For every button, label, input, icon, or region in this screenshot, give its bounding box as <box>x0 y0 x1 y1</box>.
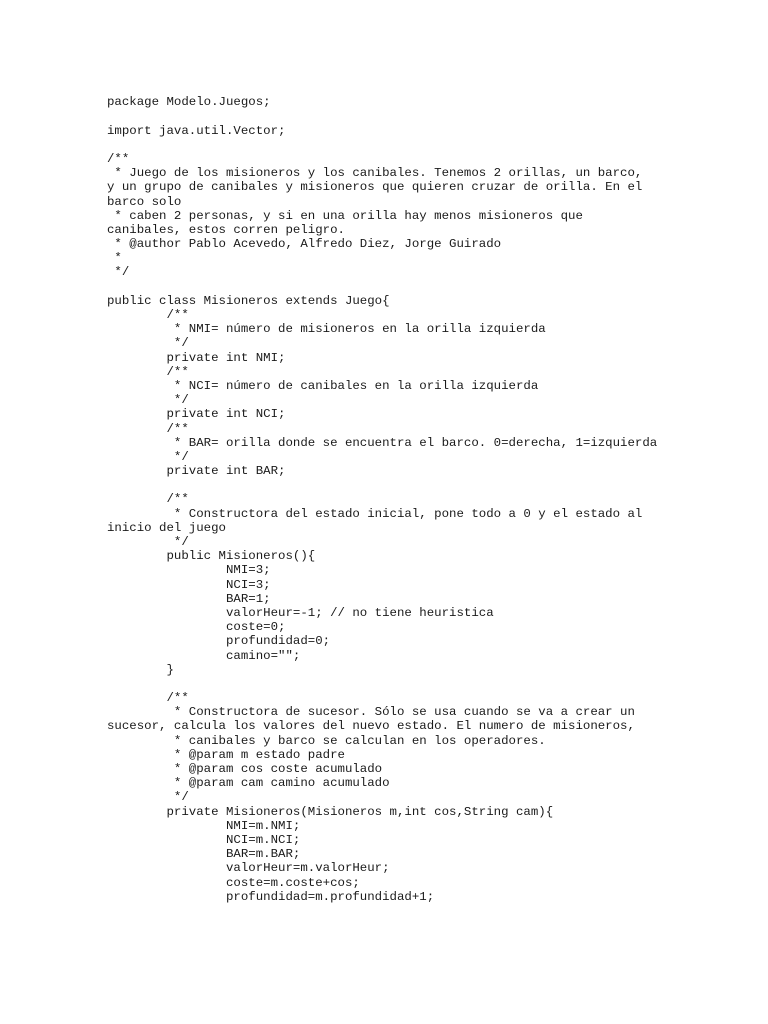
code-line: /** <box>107 308 189 322</box>
code-line: */ <box>107 393 189 408</box>
code-line <box>107 81 747 95</box>
code-line: * canibales y barco se calculan en los operadores. <box>107 733 546 748</box>
code-line <box>107 138 747 152</box>
code-line: /** <box>107 492 189 507</box>
code-line: canibales, estos corren peligro. <box>107 222 345 237</box>
code-line: * Constructora de sucesor. Sólo se usa cuando se va a crear un <box>107 705 635 720</box>
code-line <box>107 109 747 123</box>
code-line: profundidad=m.profundidad+1; <box>107 889 435 904</box>
code-line: private int BAR; <box>107 464 286 479</box>
code-line: camino=""; <box>107 648 301 663</box>
code-line: valorHeur=m.valorHeur; <box>107 861 390 876</box>
code-line: inicio del juego <box>107 520 226 535</box>
code-line: * NMI= número de misioneros en la orilla izquierda <box>107 322 546 337</box>
code-line: NMI=m.NMI; <box>107 818 301 833</box>
code-line: /** <box>107 691 189 706</box>
code-line: public class Misioneros extends Juego{ <box>107 293 390 308</box>
code-line: coste=m.coste+cos; <box>107 875 360 890</box>
code-line: * Juego de los misioneros y los canibales. Tenemos 2 orillas, un barco, <box>107 166 643 181</box>
code-line: profundidad=0; <box>107 634 331 649</box>
code-line: */ <box>107 790 189 805</box>
code-line: import java.util.Vector; <box>107 123 286 138</box>
code-line: sucesor, calcula los valores del nuevo estado. El numero de misioneros, <box>107 719 635 734</box>
code-line: valorHeur=-1; // no tiene heuristica <box>107 605 494 620</box>
code-line: /** <box>107 421 189 436</box>
code-line: * Constructora del estado inicial, pone todo a 0 y el estado al <box>107 506 643 521</box>
code-line: package Modelo.Juegos; <box>107 95 271 110</box>
code-line: BAR=m.BAR; <box>107 847 301 862</box>
code-line: } <box>107 662 174 677</box>
source-code-block <box>107 81 747 904</box>
code-line: private int NCI; <box>107 407 286 422</box>
code-line: /** <box>107 151 130 166</box>
code-line: BAR=1; <box>107 591 271 606</box>
code-line <box>107 677 747 691</box>
code-line <box>107 280 747 294</box>
code-line: barco solo <box>107 194 182 209</box>
code-line: */ <box>107 449 189 464</box>
code-line: coste=0; <box>107 620 286 635</box>
code-line: * @author Pablo Acevedo, Alfredo Diez, Jorge Guirado <box>107 237 502 252</box>
code-line: * BAR= orilla donde se encuentra el barco. 0=derecha, 1=izquierda <box>107 435 658 450</box>
code-line <box>107 478 747 492</box>
code-line: * <box>107 251 122 266</box>
code-line: NCI=m.NCI; <box>107 832 301 847</box>
code-line: private int NMI; <box>107 350 286 365</box>
code-line: */ <box>107 265 130 280</box>
code-line: NCI=3; <box>107 577 271 592</box>
code-line: private Misioneros(Misioneros m,int cos,String cam){ <box>107 804 554 819</box>
code-line: public Misioneros(){ <box>107 549 316 564</box>
code-line: /** <box>107 364 189 379</box>
code-line: * @param m estado padre <box>107 747 345 762</box>
code-line: */ <box>107 336 189 351</box>
code-line: * @param cos coste acumulado <box>107 762 383 776</box>
code-line: */ <box>107 535 189 549</box>
code-line: * NCI= número de canibales en la orilla izquierda <box>107 378 539 393</box>
code-line: y un grupo de canibales y misioneros que quieren cruzar de orilla. En el <box>107 180 643 195</box>
code-line: * caben 2 personas, y si en una orilla hay menos misioneros que <box>107 208 583 223</box>
code-line: * @param cam camino acumulado <box>107 776 390 791</box>
code-line: NMI=3; <box>107 563 271 578</box>
